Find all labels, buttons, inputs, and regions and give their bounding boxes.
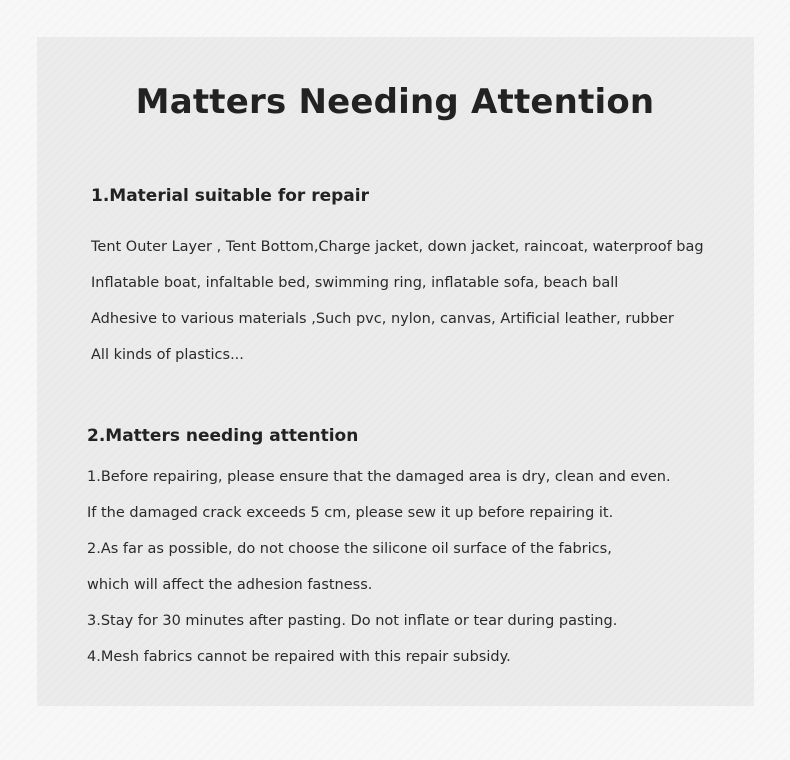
materials-line: All kinds of plastics... bbox=[91, 347, 244, 363]
materials-line: Tent Outer Layer , Tent Bottom,Charge jacket, down jacket, raincoat, waterproof bag bbox=[91, 239, 704, 255]
attention-line: If the damaged crack exceeds 5 cm, please sew it up before repairing it. bbox=[87, 505, 614, 521]
materials-line: Inflatable boat, infaltable bed, swimming ring, inflatable sofa, beach ball bbox=[91, 275, 619, 291]
attention-line: which will affect the adhesion fastness. bbox=[87, 577, 373, 593]
attention-line: 2.As far as possible, do not choose the silicone oil surface of the fabrics, bbox=[87, 541, 612, 557]
attention-line: 4.Mesh fabrics cannot be repaired with this repair subsidy. bbox=[87, 649, 511, 665]
attention-line: 3.Stay for 30 minutes after pasting. Do not inflate or tear during pasting. bbox=[87, 613, 618, 629]
page-title: Matters Needing Attention bbox=[135, 82, 655, 122]
section-heading-materials: 1.Material suitable for repair bbox=[91, 186, 369, 206]
notice-card bbox=[37, 37, 754, 706]
attention-line: 1.Before repairing, please ensure that the damaged area is dry, clean and even. bbox=[87, 469, 671, 485]
section-heading-attention: 2.Matters needing attention bbox=[87, 426, 359, 446]
materials-line: Adhesive to various materials ,Such pvc, nylon, canvas, Artificial leather, rubber bbox=[91, 311, 674, 327]
